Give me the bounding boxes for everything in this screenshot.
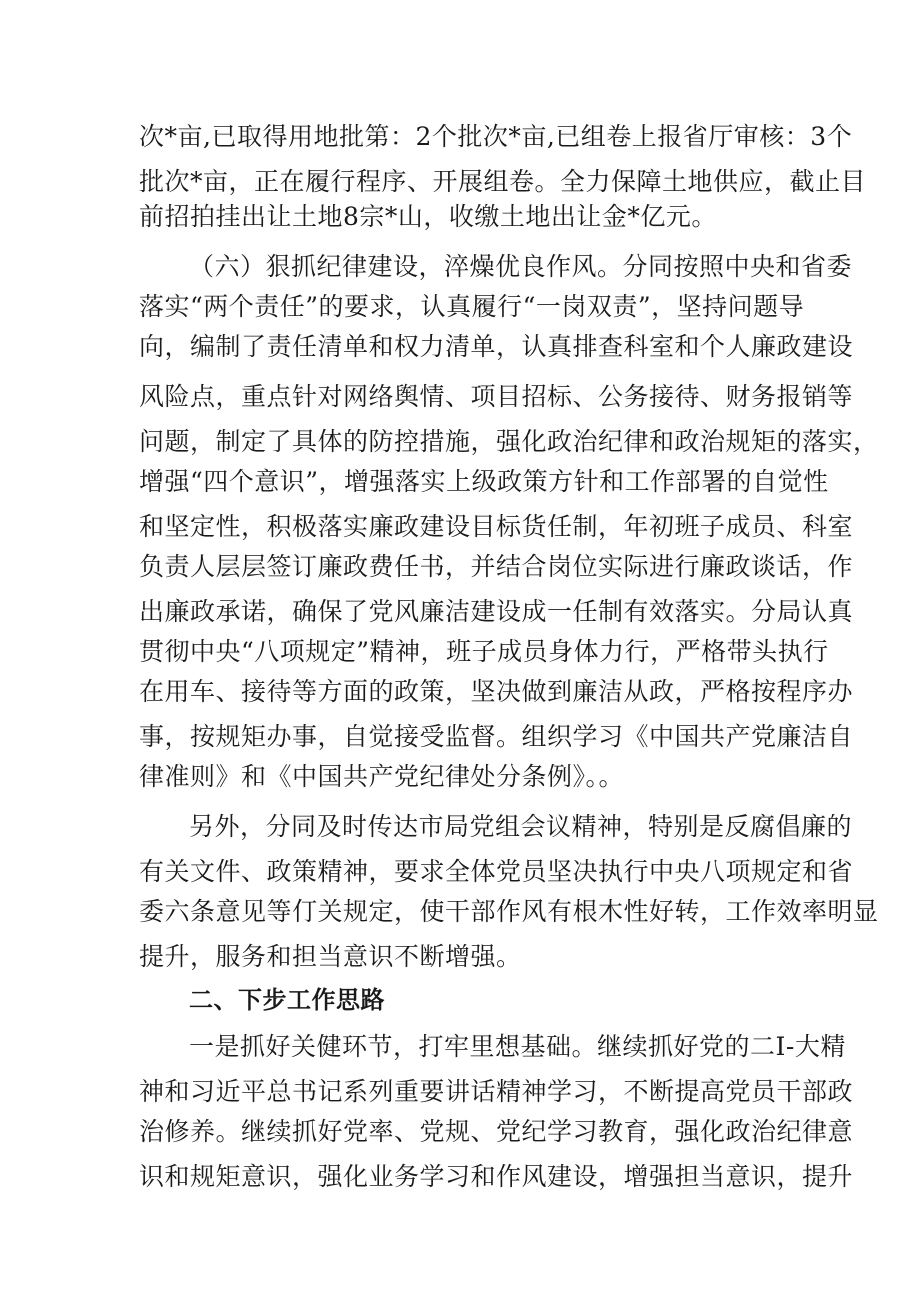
paragraph-line-15: 事，按规矩办事，自觉接受监督。组织学习《中国共产党廉洁自 [139,722,854,751]
paragraph-line-6: 向，编制了责任清单和权力清单，认真排查科室和个人廉政建设 [139,332,854,361]
section-six-first-line: （六）狠抓纪律建设，淬燥优良作风。分同按照中央和省委 [189,252,853,281]
paragraph-line-2: 批次*亩，正在履行程序、开展组卷。全力保障土地供应，截止目 [139,167,867,196]
paragraph-line-8: 问题，制定了具体的防控措施，强化政治纪律和政治规矩的落实， [139,427,879,456]
paragraph-line-7: 风险点，重点针对网络舆情、项目招标、公务接待、财务报销等 [139,382,854,411]
paragraph-line-10: 和坚定性，积极落实廉政建设目标货任制，年初班子成员、科室 [139,512,854,541]
paragraph-line-9: 增强“四个意识”，增强落实上级政策方针和工作部署的自觉性 [139,467,829,496]
section-heading-next-steps: 二、下步工作思路 [189,986,385,1014]
paragraph-line-12: 出廉政承诺，确保了党风廉洁建设成一任制有效落实。分局认真 [139,597,854,626]
paragraph-first-point-line-1: 一是抓好关健环节，打牢里想基础。继续抓好党的二I-大精 [189,1032,846,1061]
paragraph-line-14: 在用车、接待等方面的政策，坚决做到廉洁从政，严格按程序办 [139,677,854,706]
paragraph-line-23: 神和习近平总书记系列重要讲话精神学习，不断提高党员干部政 [139,1077,854,1106]
paragraph-line-5: 落实“两个责任”的要求，认真履行“一岗双责”，坚持问题导 [139,292,805,321]
paragraph-line-19: 委六条意见等仃关规定，使干部作风有根木性好转，工作效率明显 [139,897,879,926]
paragraph-line-1: 次*亩,已取得用地批第：2个批次*亩,已组卷上报省厅审核：3个 [139,122,853,151]
paragraph-line-25: 识和规矩意识，强化业务学习和作风建设，增强担当意识，提升 [139,1162,854,1191]
paragraph-line-3: 前招拍挂出让土地8宗*山，收缴土地出让金*亿元。 [139,202,717,231]
paragraph-line-20: 提升，服务和担当意识不断增强。 [139,942,522,971]
paragraph-additional-first-line: 另外，分同及时传达市局党组会议精神，特别是反腐倡廉的 [189,812,853,841]
paragraph-line-24: 治修养。继续抓好党率、党规、党纪学习教育，强化政治纪律意 [139,1117,854,1146]
paragraph-line-18: 有关文件、政策精神，要求全体党员坚决执行中央八项规定和省 [139,857,854,886]
paragraph-line-11: 负责人层层签订廉政费任书，并结合岗位实际进行廉政谈话，作 [139,552,854,581]
paragraph-line-13: 贯彻中央“八项规定”精神，班子成员身体力行，严格带头执行 [139,637,829,666]
paragraph-line-16: 律准则》和《中国共产党纪律处分条例》。。 [139,762,625,791]
